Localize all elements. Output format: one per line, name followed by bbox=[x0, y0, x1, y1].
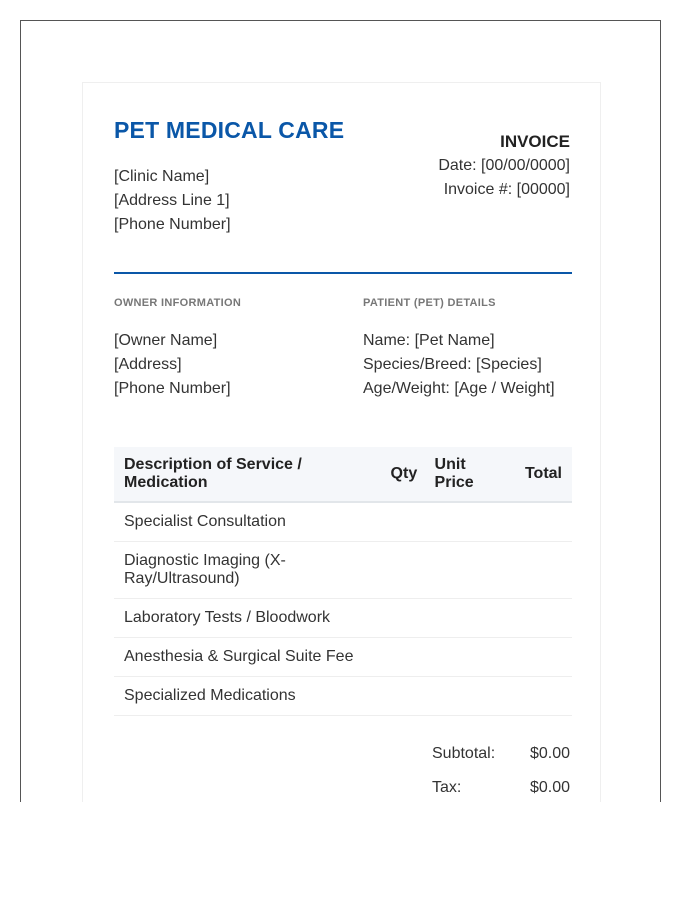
row-description: Laboratory Tests / Bloodwork bbox=[114, 599, 383, 638]
pet-name: Name: [Pet Name] bbox=[363, 332, 495, 349]
pet-age-weight: Age/Weight: [Age / Weight] bbox=[363, 380, 555, 397]
owner-section-label: OWNER INFORMATION bbox=[114, 297, 242, 309]
owner-name: [Owner Name] bbox=[114, 332, 218, 349]
clinic-address-line: [Address Line 1] bbox=[114, 192, 230, 209]
page-frame bbox=[20, 20, 661, 802]
tax-label: Tax: bbox=[432, 779, 462, 796]
subtotal-value: $0.00 bbox=[529, 745, 570, 762]
owner-address: [Address] bbox=[114, 356, 182, 373]
services-table bbox=[114, 447, 572, 716]
invoice-meta bbox=[438, 130, 570, 202]
tax-row bbox=[432, 776, 570, 802]
invoice-document bbox=[82, 82, 601, 802]
row-qty bbox=[383, 638, 424, 677]
row-description: Specialist Consultation bbox=[114, 502, 383, 542]
patient-section-label: PATIENT (PET) DETAILS bbox=[363, 297, 496, 309]
row-qty bbox=[383, 599, 424, 638]
subtotal-row bbox=[432, 742, 570, 776]
row-total bbox=[508, 542, 572, 599]
row-qty bbox=[383, 542, 424, 599]
row-qty bbox=[383, 677, 424, 716]
row-description: Anesthesia & Surgical Suite Fee bbox=[114, 638, 383, 677]
patient-info bbox=[363, 329, 555, 401]
pet-species: Species/Breed: [Species] bbox=[363, 356, 542, 373]
clinic-phone-line: [Phone Number] bbox=[114, 216, 231, 233]
clinic-info bbox=[114, 165, 231, 237]
owner-phone: [Phone Number] bbox=[114, 380, 231, 397]
clinic-title: PET MEDICAL CARE bbox=[114, 117, 345, 143]
table-header-row bbox=[114, 447, 572, 502]
row-description: Diagnostic Imaging (X-Ray/Ultrasound) bbox=[114, 542, 383, 599]
row-total bbox=[508, 599, 572, 638]
row-total bbox=[508, 638, 572, 677]
header-description: Description of Service / Medication bbox=[114, 447, 383, 502]
table-row bbox=[114, 542, 572, 599]
clinic-name-line: [Clinic Name] bbox=[114, 168, 210, 185]
row-total bbox=[508, 502, 572, 542]
header-divider bbox=[114, 272, 572, 274]
invoice-title: INVOICE bbox=[500, 132, 570, 151]
header-total: Total bbox=[508, 447, 572, 502]
row-unit-price bbox=[425, 542, 508, 599]
invoice-number: Invoice #: [00000] bbox=[443, 181, 570, 198]
header-unit-price: Unit Price bbox=[425, 447, 508, 502]
row-total bbox=[508, 677, 572, 716]
row-qty bbox=[383, 502, 424, 542]
invoice-date: Date: [00/00/0000] bbox=[438, 157, 570, 174]
row-unit-price bbox=[425, 638, 508, 677]
table-row bbox=[114, 638, 572, 677]
owner-info bbox=[114, 329, 231, 401]
row-description: Specialized Medications bbox=[114, 677, 383, 716]
table-row bbox=[114, 677, 572, 716]
row-unit-price bbox=[425, 502, 508, 542]
row-unit-price bbox=[425, 599, 508, 638]
header-qty: Qty bbox=[383, 447, 424, 502]
tax-value: $0.00 bbox=[529, 779, 570, 796]
row-unit-price bbox=[425, 677, 508, 716]
subtotal-label: Subtotal: bbox=[432, 745, 496, 762]
table-row bbox=[114, 599, 572, 638]
table-row bbox=[114, 502, 572, 542]
totals-block bbox=[432, 742, 570, 802]
